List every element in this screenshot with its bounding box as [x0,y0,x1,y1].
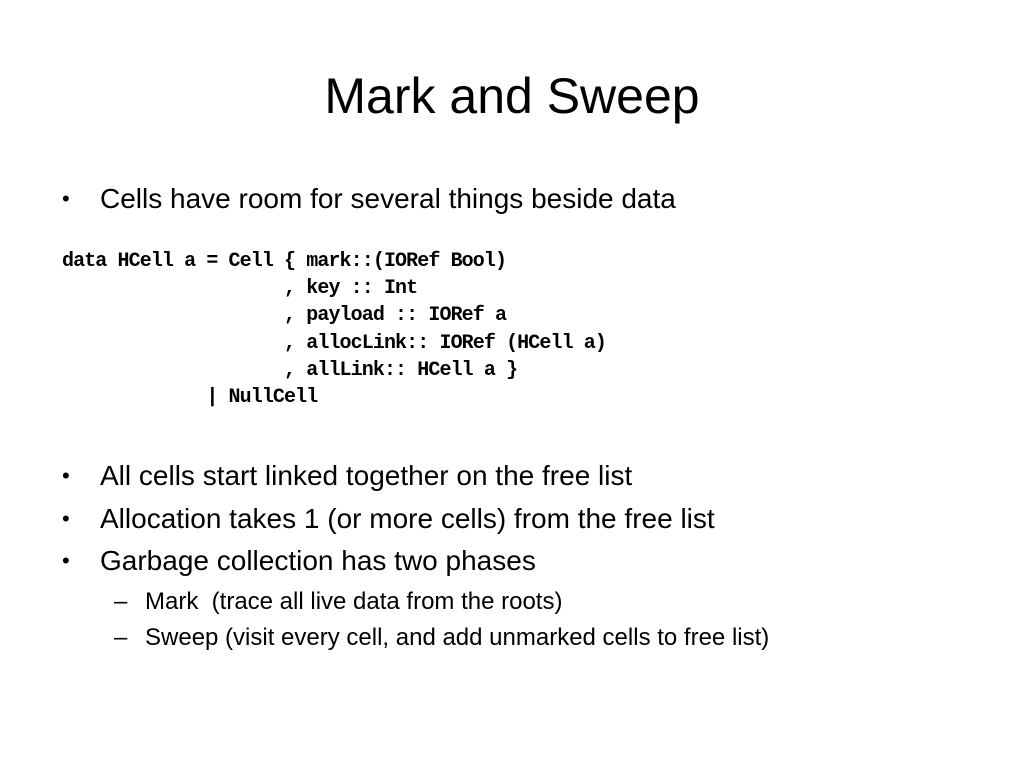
bullet-text: All cells start linked together on the free list [100,460,633,491]
sub-bullet-item [114,586,562,618]
bullet-marker: • [62,186,70,211]
bullet-item [62,542,536,580]
code-line: , payload :: IORef a [62,304,507,328]
code-line: , allLink:: HCell a } [62,358,518,382]
slide-title: Mark and Sweep [324,68,700,124]
code-block [62,248,606,411]
sub-bullet-marker: – [114,624,128,651]
bullet-marker: • [62,548,70,573]
bullet-item [62,457,632,495]
code-line: , allocLink:: IORef (HCell a) [62,331,606,355]
code-line: | NullCell [62,385,318,409]
bullet-text: Garbage collection has two phases [100,545,536,576]
code-line: data HCell a = Cell { mark::(IORef Bool) [62,250,507,273]
bullet-item [62,500,715,538]
bullet-text: Allocation takes 1 (or more cells) from the free list [100,503,715,534]
sub-bullet-text: Sweep (visit every cell, and add unmarked cells to free list) [145,624,770,651]
sub-bullet-item [114,622,769,654]
bullet-item [62,180,676,218]
code-line: , key :: Int [62,277,418,301]
sub-bullet-text: Mark (trace all live data from the roots) [145,588,563,615]
bullet-marker: • [62,463,70,488]
bullet-text: Cells have room for several things beside data [100,183,676,214]
bullet-marker: • [62,506,70,531]
sub-bullet-marker: – [114,588,128,615]
